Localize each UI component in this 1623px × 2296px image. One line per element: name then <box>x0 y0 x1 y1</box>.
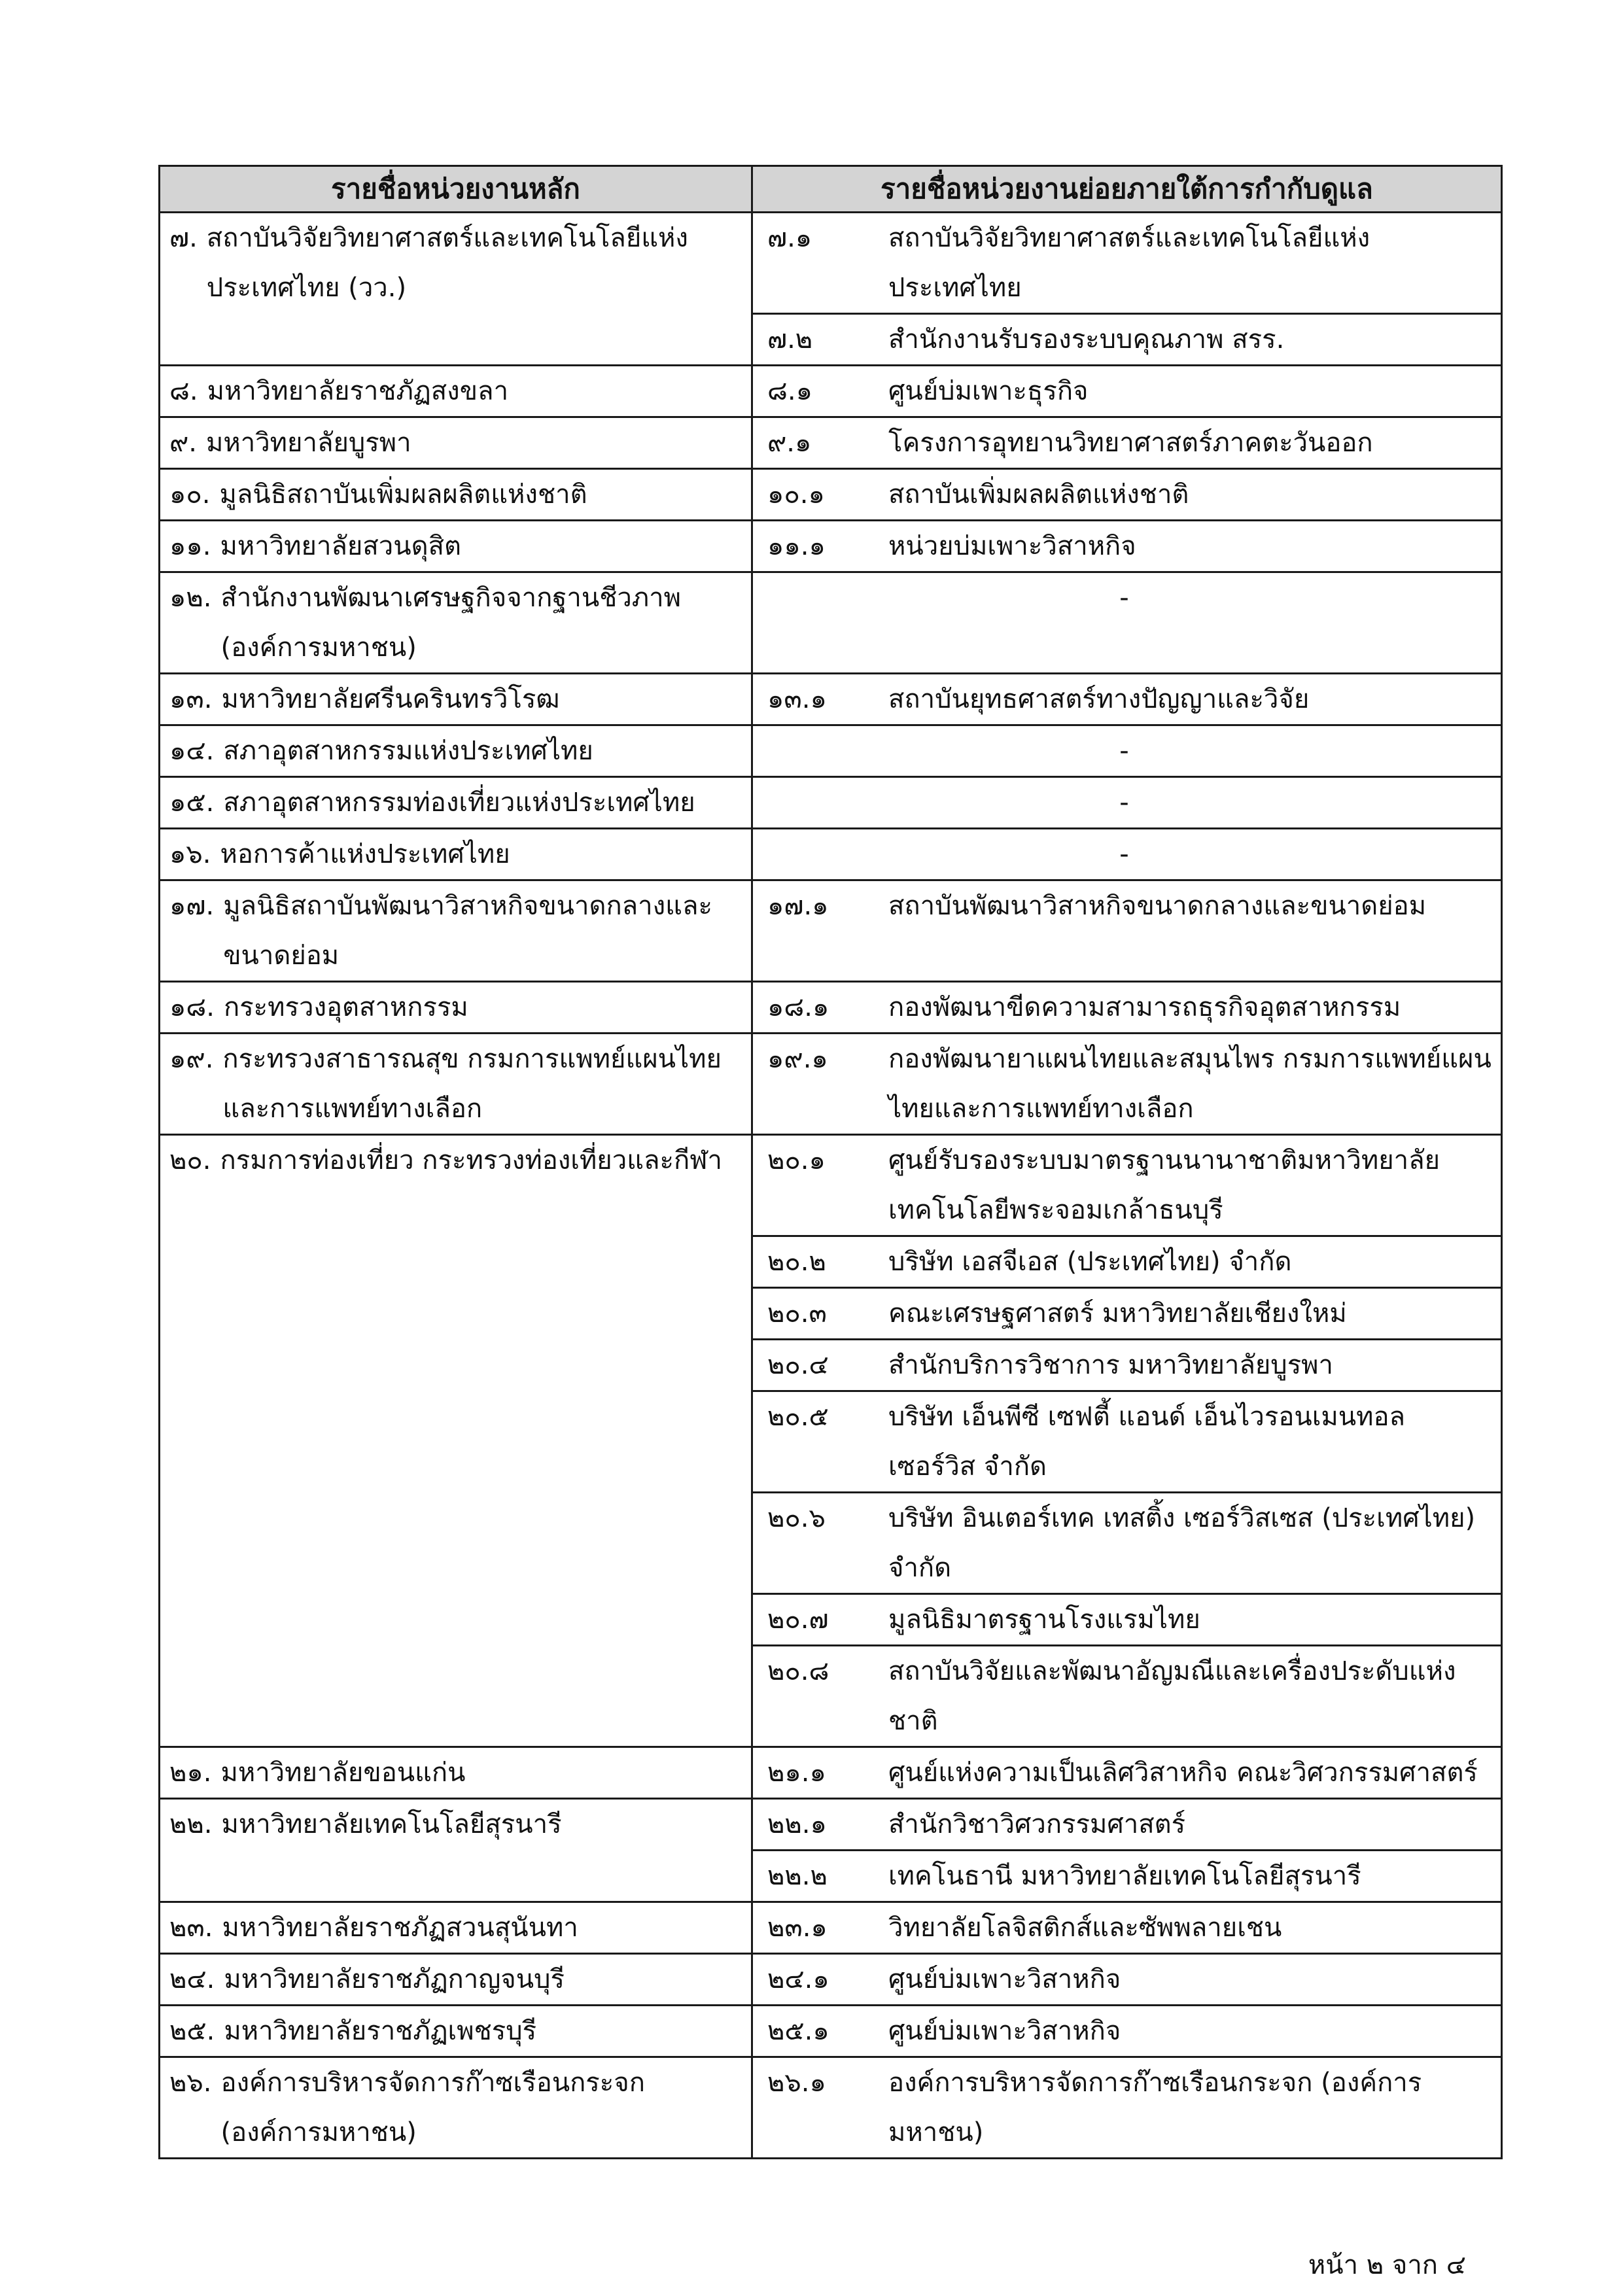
main-unit <box>169 573 751 672</box>
sub-unit <box>753 726 1501 776</box>
main-unit-cell <box>160 1747 752 1799</box>
sub-unit-name: สำนักงานรับรองระบบคุณภาพ สรร. <box>888 324 1285 355</box>
main-unit-number: ๒๖. <box>169 2068 212 2098</box>
table-row <box>160 1135 1502 1747</box>
sub-unit <box>753 983 1501 1032</box>
main-unit-number: ๑๒. <box>169 583 212 613</box>
main-unit-name: มูลนิธิสถาบันพัฒนาวิสาหกิจขนาดกลางและขนาดย่อม <box>223 891 712 971</box>
sub-unit-name: บริษัท เอ็นพีซี เซฟตี้ แอนด์ เอ็นไวรอนเมนทอล เซอร์วิส จำกัด <box>888 1402 1406 1482</box>
sub-unit <box>753 418 1501 468</box>
sub-unit <box>753 1034 1501 1134</box>
sub-unit-cell <box>752 1747 1502 1799</box>
sub-unit-code: ๒๒.๑ <box>767 1809 827 1839</box>
sub-unit-cell <box>752 1135 1502 1747</box>
sub-unit-code: ๗.๑ <box>767 223 812 253</box>
sub-unit-code: ๘.๑ <box>767 376 812 406</box>
main-unit <box>169 521 751 571</box>
sub-unit-name: กองพัฒนาขีดความสามารถธุรกิจอุตสาหกรรม <box>888 992 1401 1022</box>
sub-unit-code: ๒๕.๑ <box>767 2016 829 2046</box>
header-sub-units: รายชื่อหน่วยงานย่อยภายใต้การกำกับดูแล <box>752 166 1502 213</box>
sub-unit-name: ศูนย์รับรองระบบมาตรฐานนานาชาติมหาวิทยาลัยเทคโนโลยีพระจอมเกล้าธนบุรี <box>888 1145 1440 1225</box>
sub-unit-name: สำนักวิชาวิศวกรรมศาสตร์ <box>888 1809 1186 1839</box>
sub-unit-name: คณะเศรษฐศาสตร์ มหาวิทยาลัยเชียงใหม่ <box>888 1298 1347 1329</box>
sub-unit <box>753 2058 1501 2157</box>
table-row <box>160 982 1502 1034</box>
main-unit-name: สภาอุตสาหกรรมแห่งประเทศไทย <box>223 736 593 766</box>
main-unit-cell <box>160 1799 752 1902</box>
sub-unit-cell <box>752 213 1502 366</box>
main-unit-name: มูลนิธิสถาบันเพิ่มผลผลิตแห่งชาติ <box>219 479 587 510</box>
main-unit-number: ๑๕. <box>169 788 215 818</box>
main-unit-cell <box>160 1954 752 2006</box>
sub-unit-cell <box>752 469 1502 521</box>
main-unit-number: ๑๔. <box>169 736 215 766</box>
sub-unit-code: ๒๑.๑ <box>767 1758 826 1788</box>
sub-unit-cell <box>752 2057 1502 2159</box>
sub-unit-empty-dash: - <box>1119 839 1129 869</box>
main-unit-number: ๑๑. <box>169 531 211 561</box>
sub-unit <box>753 1338 1501 1390</box>
sub-unit <box>753 881 1501 931</box>
organization-table <box>158 165 1503 2159</box>
sub-unit-code: ๒๐.๕ <box>767 1402 829 1432</box>
sub-unit-name: กองพัฒนายาแผนไทยและสมุนไพร กรมการแพทย์แผนไทยและการแพทย์ทางเลือก <box>888 1044 1492 1124</box>
main-unit-number: ๘. <box>169 376 198 406</box>
table-row <box>160 1799 1502 1902</box>
sub-unit-name: สถาบันพัฒนาวิสาหกิจขนาดกลางและขนาดย่อม <box>888 891 1427 921</box>
sub-unit-name: บริษัท อินเตอร์เทค เทสติ้ง เซอร์วิสเซส (ประเทศไทย) จำกัด <box>888 1503 1476 1583</box>
sub-unit <box>753 1903 1501 1953</box>
main-unit-name: กระทรวงสาธารณสุข กรมการแพทย์แผนไทยและการแพทย์ทางเลือก <box>222 1044 722 1124</box>
main-unit <box>169 1955 751 2004</box>
main-unit-name: มหาวิทยาลัยศรีนครินทรวิโรฒ <box>221 684 560 714</box>
sub-unit-name: ศูนย์แห่งความเป็นเลิศวิสาหกิจ คณะวิศวกรรมศาสตร์ <box>888 1758 1478 1788</box>
sub-unit-name: องค์การบริหารจัดการก๊าซเรือนกระจก (องค์การมหาชน) <box>888 2068 1422 2148</box>
main-unit-cell <box>160 2057 752 2159</box>
sub-unit-empty-dash: - <box>1119 736 1129 766</box>
sub-unit <box>753 573 1501 623</box>
main-unit-cell <box>160 1902 752 1954</box>
main-unit <box>169 1136 751 1185</box>
main-unit <box>169 726 751 776</box>
sub-unit-name: บริษัท เอสจีเอส (ประเทศไทย) จำกัด <box>888 1247 1292 1277</box>
sub-unit <box>753 213 1501 313</box>
sub-unit-code: ๙.๑ <box>767 428 812 458</box>
sub-unit-cell <box>752 572 1502 674</box>
table-row <box>160 880 1502 982</box>
main-unit-cell <box>160 469 752 521</box>
main-unit-number: ๒๐. <box>169 1145 211 1175</box>
main-unit-cell <box>160 880 752 982</box>
sub-unit-code: ๒๒.๒ <box>767 1861 828 1891</box>
sub-unit-code: ๑๙.๑ <box>767 1044 828 1074</box>
sub-unit <box>753 1287 1501 1338</box>
main-unit-name: องค์การบริหารจัดการก๊าซเรือนกระจก (องค์การมหาชน) <box>220 2068 645 2148</box>
main-unit-name: กรมการท่องเที่ยว กระทรวงท่องเที่ยวและกีฬา <box>220 1145 722 1175</box>
sub-unit-name: หน่วยบ่มเพาะวิสาหกิจ <box>888 531 1136 561</box>
table-row <box>160 213 1502 366</box>
main-unit-name: มหาวิทยาลัยบูรพา <box>206 428 411 458</box>
main-unit-number: ๒๔. <box>169 1964 215 1994</box>
sub-unit-cell <box>752 982 1502 1034</box>
sub-unit-code: ๒๐.๖ <box>767 1503 826 1533</box>
main-unit-name: สภาอุตสาหกรรมท่องเที่ยวแห่งประเทศไทย <box>223 788 695 818</box>
table-body <box>160 213 1502 2159</box>
sub-unit <box>753 521 1501 571</box>
main-unit-name: มหาวิทยาลัยราชภัฏสวนสุนันทา <box>222 1913 578 1943</box>
sub-unit-code: ๒๐.๒ <box>767 1247 826 1277</box>
main-unit-name: มหาวิทยาลัยขอนแก่น <box>220 1758 466 1788</box>
sub-unit <box>753 1136 1501 1235</box>
table-header-row <box>160 166 1502 213</box>
main-unit-number: ๑๓. <box>169 684 213 714</box>
sub-unit <box>753 1800 1501 1849</box>
sub-unit-code: ๑๑.๑ <box>767 531 826 561</box>
sub-unit-cell <box>752 1799 1502 1902</box>
main-unit <box>169 674 751 724</box>
main-unit-number: ๒๓. <box>169 1913 213 1943</box>
sub-unit <box>753 1593 1501 1644</box>
main-unit-cell <box>160 2006 752 2057</box>
table-row <box>160 1954 1502 2006</box>
table-row <box>160 366 1502 417</box>
main-unit <box>169 1034 751 1134</box>
main-unit-number: ๒๕. <box>169 2016 215 2046</box>
table-row <box>160 829 1502 880</box>
sub-unit-name: สถาบันยุทธศาสตร์ทางปัญญาและวิจัย <box>888 684 1310 714</box>
sub-unit-cell <box>752 880 1502 982</box>
main-unit-cell <box>160 777 752 829</box>
sub-unit-name: ศูนย์บ่มเพาะวิสาหกิจ <box>888 1964 1121 1994</box>
sub-unit-cell <box>752 725 1502 777</box>
sub-unit-code: ๒๐.๑ <box>767 1145 826 1175</box>
sub-unit-cell <box>752 1902 1502 1954</box>
main-unit-name: สถาบันวิจัยวิทยาศาสตร์และเทคโนโลยีแห่งประเทศไทย (วว.) <box>206 223 688 303</box>
sub-unit <box>753 829 1501 879</box>
main-unit <box>169 983 751 1032</box>
main-unit-name: มหาวิทยาลัยราชภัฏกาญจนบุรี <box>224 1964 565 1994</box>
main-unit <box>169 366 751 416</box>
table-row <box>160 2057 1502 2159</box>
sub-unit-cell <box>752 1034 1502 1135</box>
main-unit-number: ๗. <box>169 223 198 253</box>
table-row <box>160 725 1502 777</box>
sub-unit-name: มูลนิธิมาตรฐานโรงแรมไทย <box>888 1605 1200 1635</box>
sub-unit-cell <box>752 417 1502 469</box>
sub-unit-cell <box>752 1954 1502 2006</box>
sub-unit-cell <box>752 829 1502 880</box>
main-unit-name: สำนักงานพัฒนาเศรษฐกิจจากฐานชีวภาพ (องค์การมหาชน) <box>220 583 681 663</box>
table-row <box>160 1902 1502 1954</box>
main-unit-number: ๑๘. <box>169 992 215 1022</box>
main-unit-cell <box>160 521 752 572</box>
sub-unit-cell <box>752 2006 1502 2057</box>
sub-unit-cell <box>752 366 1502 417</box>
main-unit-number: ๑๖. <box>169 839 211 869</box>
sub-unit-empty-dash: - <box>1119 788 1129 818</box>
sub-unit <box>753 1644 1501 1746</box>
table-row <box>160 469 1502 521</box>
sub-unit-code: ๑๓.๑ <box>767 684 827 714</box>
sub-unit-name: ศูนย์บ่มเพาะวิสาหกิจ <box>888 2016 1121 2046</box>
main-unit-name: หอการค้าแห่งประเทศไทย <box>220 839 510 869</box>
sub-unit-name: สถาบันวิจัยวิทยาศาสตร์และเทคโนโลยีแห่งประเทศไทย <box>888 223 1370 303</box>
main-unit <box>169 829 751 879</box>
sub-unit-name: สถาบันเพิ่มผลผลิตแห่งชาติ <box>888 479 1189 510</box>
sub-unit-code: ๒๐.๓ <box>767 1298 827 1329</box>
main-unit-cell <box>160 417 752 469</box>
main-unit-number: ๒๒. <box>169 1809 213 1839</box>
main-unit-cell <box>160 1135 752 1747</box>
page-number: หน้า ๒ จาก ๔ <box>1308 2250 1466 2280</box>
table-row <box>160 417 1502 469</box>
sub-unit <box>753 470 1501 519</box>
sub-unit-code: ๑๐.๑ <box>767 479 825 510</box>
main-unit-number: ๑๙. <box>169 1044 214 1074</box>
sub-unit-code: ๒๐.๔ <box>767 1350 829 1380</box>
sub-unit-code: ๒๐.๘ <box>767 1656 829 1686</box>
sub-unit-name: สำนักบริการวิชาการ มหาวิทยาลัยบูรพา <box>888 1350 1333 1380</box>
main-unit-number: ๒๑. <box>169 1758 212 1788</box>
sub-unit <box>753 2006 1501 2056</box>
main-unit-number: ๑๐. <box>169 479 211 510</box>
table-row <box>160 1747 1502 1799</box>
table-row <box>160 674 1502 725</box>
main-unit <box>169 2058 751 2157</box>
header-main-units: รายชื่อหน่วยงานหลัก <box>160 166 752 213</box>
sub-unit-name: เทคโนธานี มหาวิทยาลัยเทคโนโลยีสุรนารี <box>888 1861 1361 1891</box>
main-unit-cell <box>160 982 752 1034</box>
main-unit-cell <box>160 829 752 880</box>
sub-unit <box>753 1955 1501 2004</box>
sub-unit-code: ๒๔.๑ <box>767 1964 829 1994</box>
main-unit-cell <box>160 572 752 674</box>
sub-unit-code: ๗.๒ <box>767 324 813 355</box>
main-unit-name: กระทรวงอุตสาหกรรม <box>223 992 468 1022</box>
sub-unit-cell <box>752 674 1502 725</box>
table-row <box>160 572 1502 674</box>
main-unit-cell <box>160 1034 752 1135</box>
main-unit <box>169 881 751 981</box>
main-unit-cell <box>160 725 752 777</box>
main-unit-cell <box>160 213 752 366</box>
sub-unit-empty-dash: - <box>1119 583 1129 613</box>
sub-unit-name: โครงการอุทยานวิทยาศาสตร์ภาคตะวันออก <box>888 428 1373 458</box>
sub-unit-code: ๒๖.๑ <box>767 2068 826 2098</box>
table-row <box>160 1034 1502 1135</box>
sub-unit <box>753 674 1501 724</box>
sub-unit-code: ๒๐.๗ <box>767 1605 829 1635</box>
main-unit-name: มหาวิทยาลัยสวนดุสิต <box>220 531 461 561</box>
main-unit <box>169 418 751 468</box>
sub-unit-name: ศูนย์บ่มเพาะธุรกิจ <box>888 376 1089 406</box>
main-unit <box>169 2006 751 2056</box>
main-unit-number: ๙. <box>169 428 198 458</box>
sub-unit-code: ๑๗.๑ <box>767 891 829 921</box>
sub-unit <box>753 1235 1501 1287</box>
main-unit-name: มหาวิทยาลัยเทคโนโลยีสุรนารี <box>221 1809 562 1839</box>
main-unit <box>169 778 751 827</box>
sub-unit <box>753 366 1501 416</box>
main-unit <box>169 470 751 519</box>
main-unit <box>169 1748 751 1798</box>
main-unit-name: มหาวิทยาลัยราชภัฏเพชรบุรี <box>224 2016 537 2046</box>
table-row <box>160 777 1502 829</box>
main-unit-name: มหาวิทยาลัยราชภัฏสงขลา <box>207 376 509 406</box>
sub-unit-code: ๑๘.๑ <box>767 992 829 1022</box>
sub-unit <box>753 1748 1501 1798</box>
main-unit <box>169 213 751 313</box>
sub-unit <box>753 778 1501 827</box>
main-unit-cell <box>160 674 752 725</box>
sub-unit <box>753 1390 1501 1491</box>
sub-unit-code: ๒๓.๑ <box>767 1913 828 1943</box>
main-unit <box>169 1800 751 1849</box>
sub-unit-name: สถาบันวิจัยและพัฒนาอัญมณีและเครื่องประดับแห่งชาติ <box>888 1656 1456 1736</box>
sub-unit <box>753 1491 1501 1593</box>
sub-unit-name: วิทยาลัยโลจิสติกส์และซัพพลายเชน <box>888 1913 1282 1943</box>
sub-unit-cell <box>752 777 1502 829</box>
sub-unit-cell <box>752 521 1502 572</box>
main-unit-cell <box>160 366 752 417</box>
main-unit <box>169 1903 751 1953</box>
sub-unit <box>753 313 1501 364</box>
main-unit-number: ๑๗. <box>169 891 215 921</box>
sub-unit <box>753 1849 1501 1901</box>
table-row <box>160 2006 1502 2057</box>
table-row <box>160 521 1502 572</box>
